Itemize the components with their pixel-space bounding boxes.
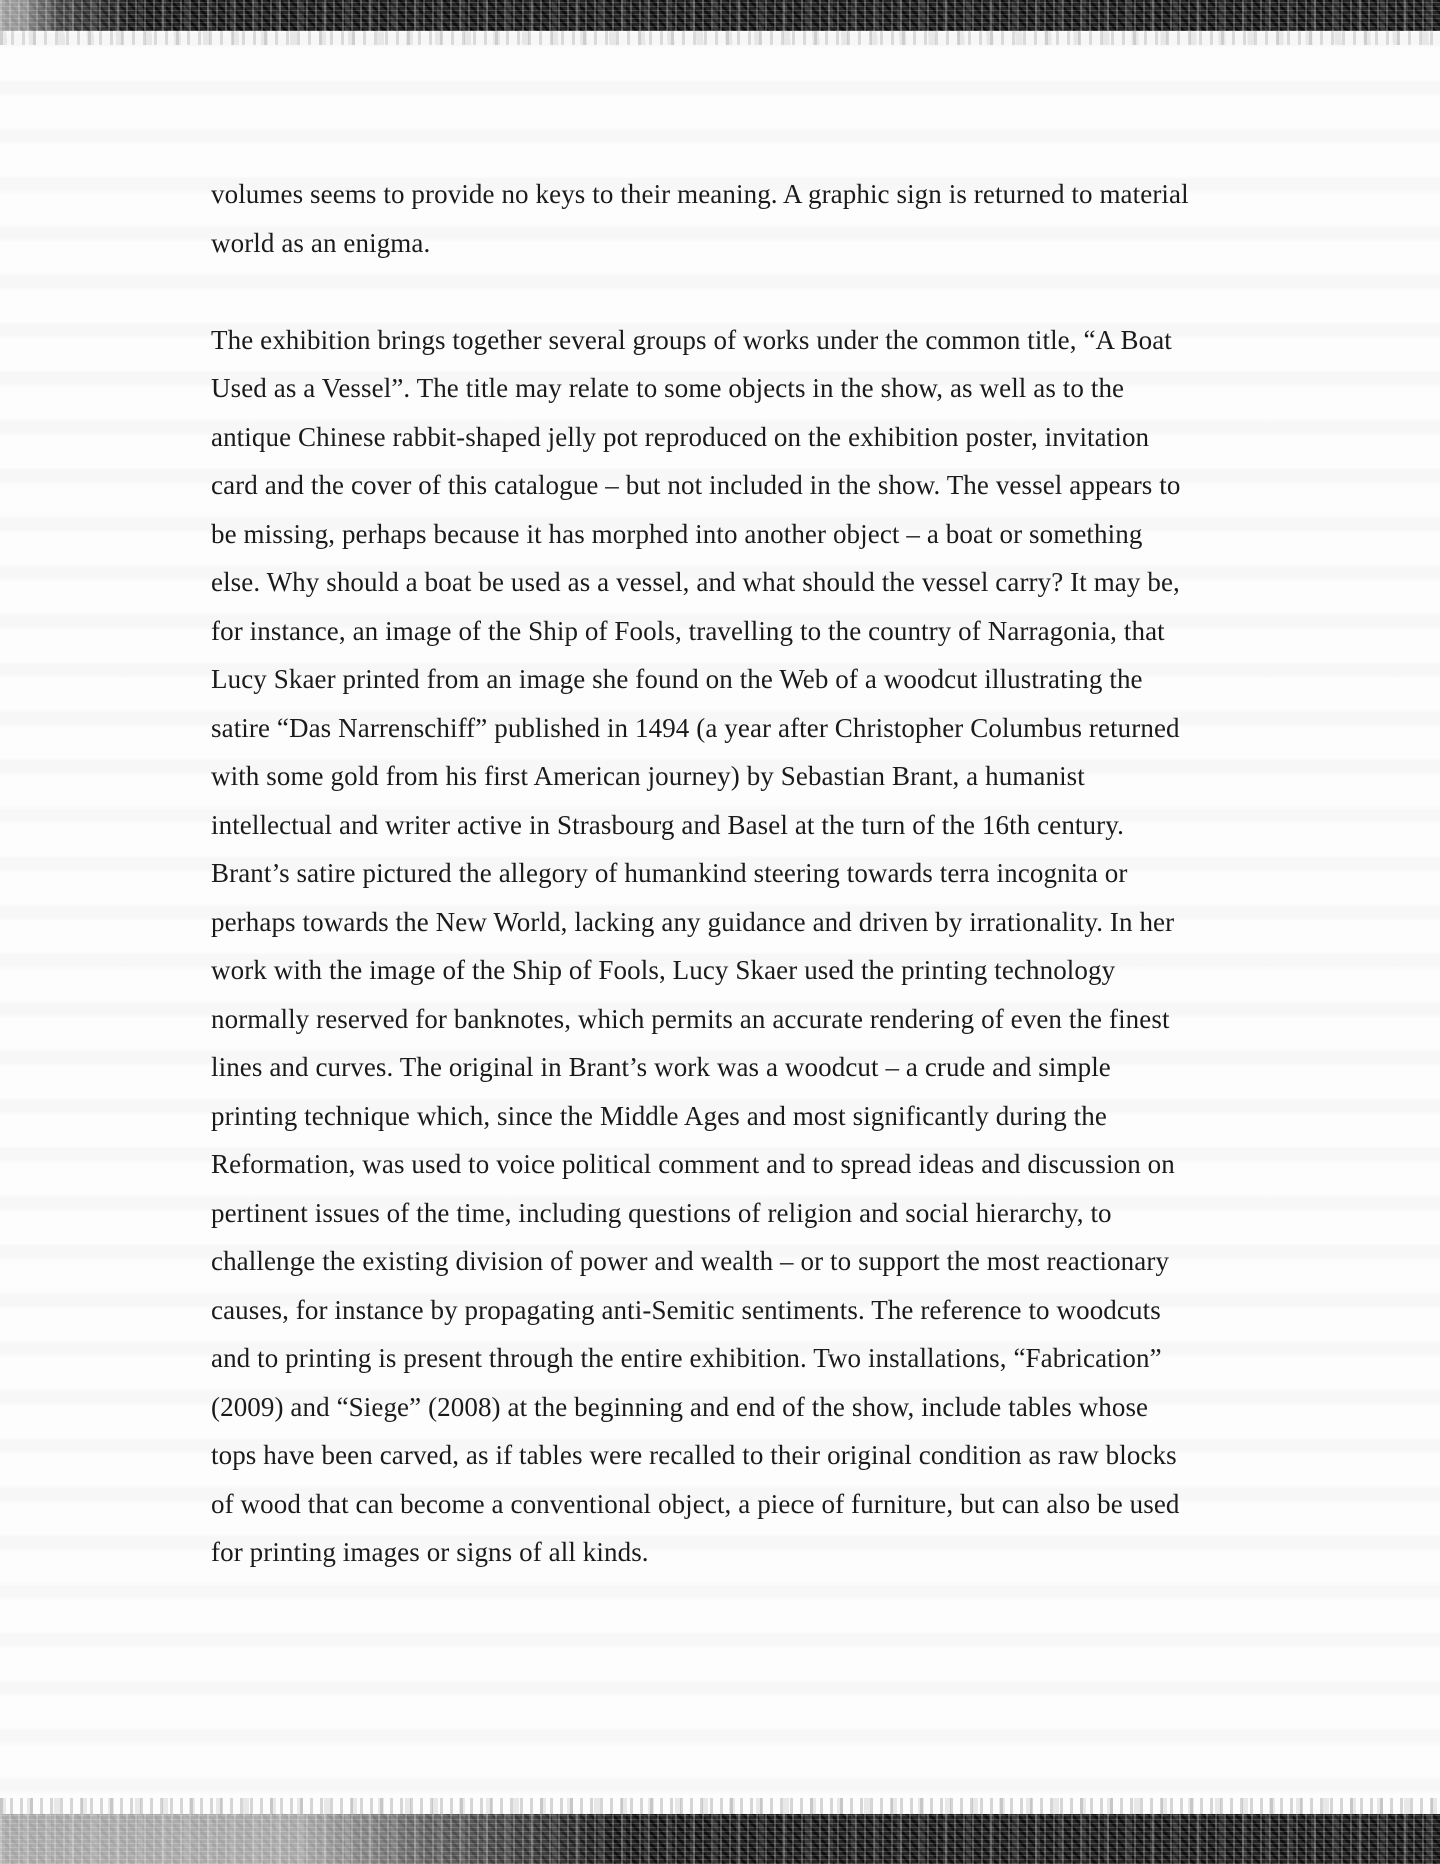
text-line: Brant’s satire pictured the allegory of humankind steering towards terra incognita or bbox=[211, 858, 1128, 888]
text-line: be missing, perhaps because it has morphed into another object – a boat or something bbox=[211, 518, 1143, 549]
text-line: volumes seems to provide no keys to their meaning. A graphic sign is returned to material bbox=[211, 179, 1189, 209]
text-line: for instance, an image of the Ship of Fools, travelling to the country of Narragonia, that bbox=[211, 615, 1165, 646]
text-line: else. Why should a boat be used as a vessel, and what should the vessel carry? It may be, bbox=[211, 567, 1180, 597]
text-line: Lucy Skaer printed from an image she found on the Web of a woodcut illustrating the bbox=[211, 664, 1143, 694]
text-line: world as an enigma. bbox=[211, 227, 431, 258]
text-line: perhaps towards the New World, lacking any guidance and driven by irrationality. In her bbox=[211, 906, 1175, 937]
text-line: Reformation, was used to voice political comment and to spread ideas and discussion on bbox=[211, 1149, 1175, 1179]
scan-artifact-bottom-bar bbox=[0, 1814, 1440, 1864]
text-line: The exhibition brings together several groups of works under the common title, “A Boat bbox=[211, 324, 1172, 355]
text-line: work with the image of the Ship of Fools, Lucy Skaer used the printing technology bbox=[211, 955, 1116, 985]
body-text bbox=[211, 170, 1331, 1577]
scan-artifact-top-bar bbox=[0, 0, 1440, 31]
text-line: normally reserved for banknotes, which permits an accurate rendering of even the finest bbox=[211, 1003, 1170, 1034]
text-line: (2009) and “Siege” (2008) at the beginning and end of the show, include tables whose bbox=[211, 1391, 1149, 1422]
text-line: antique Chinese rabbit-shaped jelly pot reproduced on the exhibition poster, invitation bbox=[211, 421, 1150, 452]
text-line: card and the cover of this catalogue – but not included in the show. The vessel appears to bbox=[211, 470, 1181, 500]
text-line: intellectual and writer active in Strasbourg and Basel at the turn of the 16th century. bbox=[211, 809, 1124, 840]
text-line: for printing images or signs of all kinds. bbox=[211, 1537, 649, 1567]
text-line: of wood that can become a conventional object, a piece of furniture, but can also be used bbox=[211, 1488, 1180, 1519]
paragraph-2 bbox=[211, 316, 1331, 1577]
text-line: with some gold from his first American journey) by Sebastian Brant, a humanist bbox=[211, 761, 1085, 791]
text-line: Used as a Vessel”. The title may relate to some objects in the show, as well as to the bbox=[211, 373, 1125, 403]
text-line: pertinent issues of the time, including questions of religion and social hierarchy, to bbox=[211, 1197, 1112, 1228]
text-line: causes, for instance by propagating anti-Semitic sentiments. The reference to woodcuts bbox=[211, 1294, 1161, 1325]
scan-artifact-top-fade bbox=[0, 31, 1440, 45]
text-line: challenge the existing division of power and wealth – or to support the most reactionary bbox=[211, 1246, 1170, 1276]
text-line: satire “Das Narrenschiff” published in 1494 (a year after Christopher Columbus returned bbox=[211, 712, 1180, 743]
text-line: printing technique which, since the Middle Ages and most significantly during the bbox=[211, 1100, 1107, 1131]
text-line: tops have been carved, as if tables were recalled to their original condition as raw blocks bbox=[211, 1440, 1177, 1470]
paragraph-1 bbox=[211, 170, 1331, 267]
text-line: and to printing is present through the entire exhibition. Two installations, “Fabrication” bbox=[211, 1343, 1162, 1373]
text-line: lines and curves. The original in Brant’s work was a woodcut – a crude and simple bbox=[211, 1052, 1111, 1082]
